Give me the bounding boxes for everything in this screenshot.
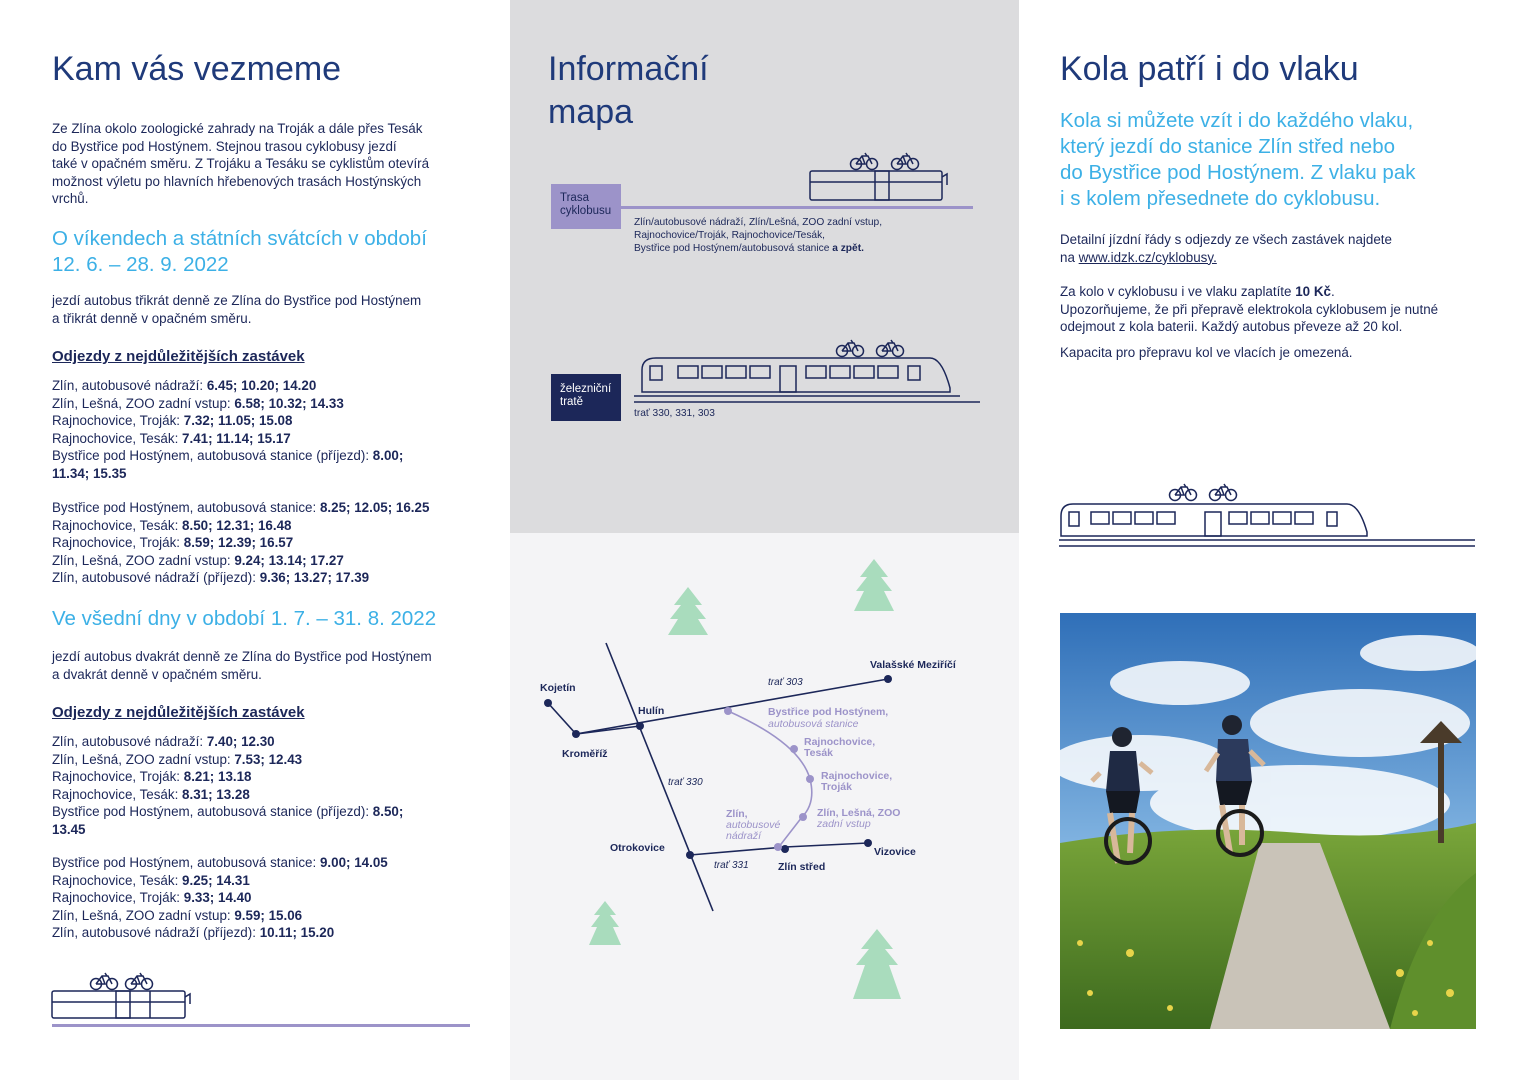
map-label-zoo-sub: zadní vstup (817, 818, 871, 830)
intro-line: do Bystřice pod Hostýnem. Stejnou trasou cyklobusy jezdí (52, 138, 397, 154)
stop-times: 6.58; 10.32; 14.33 (234, 395, 344, 411)
stop-times: 8.21; 13.18 (183, 769, 252, 784)
stop-times: 9.00; 14.05 (319, 855, 388, 870)
capacity-info: Kapacita pro přepravu kol ve vlacích je omezená. (1060, 345, 1353, 360)
stop-name: Zlín, autobusové nádraží (příjezd): (52, 925, 256, 940)
intro-line: také v opačném směru. Z Trojáku a Tesáku se cyklistům otevírá (52, 156, 430, 171)
bus-with-bikes-icon (50, 964, 480, 1034)
map-label-zoo: Zlín, Lešná, ZOO (817, 807, 901, 819)
departure-row (52, 751, 502, 769)
left-title: Kam vás vezmeme (52, 50, 342, 88)
stop-times: 8.25; 12.05; 16.25 (319, 500, 430, 515)
stop-times: 7.53; 12.43 (234, 751, 303, 767)
departure-row (52, 377, 502, 395)
bus-stop-dot (790, 745, 798, 753)
right-column (1019, 0, 1528, 1080)
stop-name: Bystřice pod Hostýnem, autobusová stanice: (52, 500, 317, 515)
route-line: Zlín/autobusové nádraží, Zlín/Lešná, ZOO zadní vstup, (634, 217, 883, 228)
right-lead (1060, 108, 1510, 212)
stop-name: Rajnochovice, Tesák: (52, 872, 179, 888)
map-label-trat303: trať 303 (768, 677, 803, 688)
weekday-group2 (52, 854, 502, 942)
cyclists-photo (1060, 613, 1476, 1029)
lead-line: i s kolem přesednete do cyklobusu. (1060, 187, 1381, 210)
departure-row (52, 499, 502, 517)
middle-title-line: Informační (548, 50, 709, 88)
intro-line: možnost výletu po hlavních hřebenových trasách Hostýnských (52, 173, 422, 189)
departure-row (52, 768, 502, 786)
timetable-line (1060, 249, 1510, 267)
stop-name: Rajnochovice, Troják: (52, 535, 181, 550)
weekday-departures-heading: Odjezdy z nejdůležitějších zastávek (52, 704, 305, 721)
map-label-otrokovice: Otrokovice (610, 842, 665, 854)
weekend-heading-line: O víkendech a státních svátcích v období (52, 227, 427, 250)
rail-line-kojetin (548, 703, 640, 734)
stop-name: Rajnochovice, Tesák: (52, 517, 179, 533)
departure-row (52, 872, 502, 890)
tree-icon (589, 901, 621, 945)
departure-row (52, 430, 502, 448)
lead-line: do Bystřice pod Hostýnem. Z vlaku pak (1060, 161, 1416, 184)
weekday-group1 (52, 733, 502, 838)
map-label-bystrice: Bystřice pod Hostýnem, (768, 706, 889, 718)
right-title: Kola patří i do vlaku (1060, 50, 1359, 88)
departure-row (52, 465, 502, 483)
route-line (634, 242, 924, 255)
stop-times: 8.31; 13.28 (182, 786, 250, 802)
departure-row (52, 552, 502, 570)
price-suffix: . (1330, 284, 1335, 299)
map-label-trojak: Rajnochovice, (821, 770, 893, 782)
map-label-zlin-stred: Zlín střed (778, 861, 826, 873)
tree-icon (853, 929, 901, 999)
weekend-departures-heading: Odjezdy z nejdůležitějších zastávek (52, 348, 305, 365)
departure-row (52, 821, 502, 839)
stop-name: Zlín, autobusové nádraží: (52, 378, 204, 393)
intro-line: Ze Zlína okolo zoologické zahrady na Troják a dále přes Tesák (52, 121, 423, 136)
stop-times: 9.36; 13.27; 17.39 (259, 570, 370, 585)
price-line (1060, 283, 1510, 301)
map-label-kojetin: Kojetín (540, 682, 576, 694)
map-label-valmez: Valašské Meziříčí (870, 659, 956, 671)
stop-times: 8.50; (372, 804, 404, 819)
stop-times: 9.25; 14.31 (182, 872, 250, 888)
bus-stop-dot (806, 775, 814, 783)
train-legend-icon (620, 336, 980, 408)
stop-times: 7.32; 11.05; 15.08 (183, 413, 293, 428)
map-label-tesak: Rajnochovice, (804, 736, 876, 748)
timetable-line: Detailní jízdní řády s odjezdy ze všech zastávek najdete (1060, 232, 1392, 247)
bus-stop-dot (724, 707, 732, 715)
ebike-line: odejmout z kola baterii. Každý autobus převeze až 20 kol. (1060, 319, 1403, 334)
stop-name: Rajnochovice, Troják: (52, 413, 181, 428)
timetable-info (1060, 231, 1510, 266)
information-map (510, 533, 1019, 1080)
stop-times: 9.24; 13.14; 17.27 (234, 552, 344, 568)
stop-name: Zlín, Lešná, ZOO zadní vstup: (52, 907, 231, 923)
weekend-group2 (52, 499, 502, 587)
station-dot (781, 845, 789, 853)
departure-row (52, 569, 502, 587)
stop-name: Zlín, Lešná, ZOO zadní vstup: (52, 395, 231, 411)
lead-line: který jezdí do stanice Zlín střed nebo (1060, 135, 1396, 158)
departure-row (52, 924, 502, 942)
route-line: Rajnochovice/Troják, Rajnochovice/Tesák, (634, 230, 826, 241)
bus-stop-dot (774, 843, 782, 851)
intro-text (52, 120, 492, 208)
weekday-text-line: jezdí autobus dvakrát denně ze Zlína do Bystřice pod Hostýnem (52, 649, 432, 664)
stop-name: Zlín, autobusové nádraží: (52, 734, 204, 749)
stop-times: 11.34; 15.35 (52, 465, 127, 481)
stop-name: Bystřice pod Hostýnem, autobusová stanice (příjezd): (52, 804, 370, 819)
stop-name: Zlín, Lešná, ZOO zadní vstup: (52, 751, 231, 767)
bus-legend-label: cyklobusu (560, 205, 612, 217)
departure-row (52, 412, 502, 430)
departure-row (52, 803, 502, 821)
departure-row (52, 447, 502, 465)
intro-line: vrchů. (52, 191, 89, 206)
weekend-group1 (52, 377, 502, 482)
stop-name: Rajnochovice, Troják: (52, 769, 181, 784)
map-label-kromeriz: Kroměříž (562, 748, 608, 760)
map-label-zlin-an-sub2: nádraží (726, 830, 762, 842)
departure-row (52, 733, 502, 751)
route-last-stop: Bystřice pod Hostýnem/autobusová stanice (634, 243, 830, 254)
middle-title (548, 48, 709, 134)
stop-times: 8.00; (372, 448, 404, 463)
weekday-text (52, 648, 502, 683)
train-legend-swatch (551, 374, 621, 421)
weekday-heading: Ve všední dny v období 1. 7. – 31. 8. 2022 (52, 607, 437, 630)
stop-times: 7.41; 11.14; 15.17 (182, 430, 291, 446)
tree-icon (854, 559, 894, 611)
bus-legend-label: Trasa (560, 192, 589, 204)
station-dot (636, 722, 644, 730)
stop-times: 10.11; 15.20 (259, 925, 335, 940)
departure-row (52, 395, 502, 413)
bus-route-description (634, 216, 924, 255)
price-value: 10 Kč (1295, 284, 1331, 299)
lead-line: Kola si můžete vzít i do každého vlaku, (1060, 109, 1414, 132)
weekend-heading (52, 226, 502, 278)
stop-times: 7.40; 12.30 (206, 734, 275, 749)
weekend-text-line: a třikrát denně v opačném směru. (52, 310, 252, 326)
map-label-hulin: Hulín (638, 705, 665, 717)
station-dot (864, 839, 872, 847)
stop-name: Rajnochovice, Troják: (52, 890, 181, 905)
stop-name: Zlín, autobusové nádraží (příjezd): (52, 570, 256, 585)
map-label-trat330: trať 330 (668, 777, 703, 788)
bus-legend-swatch (551, 184, 621, 229)
bus-legend-line (620, 206, 973, 209)
stop-name: Zlín, Lešná, ZOO zadní vstup: (52, 552, 231, 568)
middle-title-line: mapa (548, 93, 634, 131)
route-and-back: a zpět. (832, 243, 864, 254)
price-info (1060, 283, 1510, 336)
map-label-trat331: trať 331 (714, 860, 749, 871)
train-with-bikes-icon (1057, 480, 1477, 552)
station-dot (884, 675, 892, 683)
stop-times: 8.50; 12.31; 16.48 (182, 517, 292, 533)
map-label-zlin-an: Zlín, (726, 808, 748, 820)
map-label-trojak-sub: Troják (821, 781, 852, 793)
bus-route-line (52, 1024, 470, 1027)
weekday-text-line: a dvakrát denně v opačném směru. (52, 666, 262, 682)
stop-name: Rajnochovice, Tesák: (52, 786, 179, 802)
stop-name: Bystřice pod Hostýnem, autobusová stanice (příjezd): (52, 448, 370, 463)
stop-times: 13.45 (52, 821, 86, 837)
price-prefix: Za kolo v cyklobusu i ve vlaku zaplatíte (1060, 284, 1292, 299)
station-dot (544, 699, 552, 707)
train-legend-label: tratě (560, 396, 584, 408)
stop-times: 6.45; 10.20; 14.20 (206, 378, 317, 393)
stop-times: 9.59; 15.06 (234, 907, 303, 923)
bus-stop-dot (799, 813, 807, 821)
bus-legend-icon (620, 150, 980, 214)
weekend-text-line: jezdí autobus třikrát denně ze Zlína do Bystřice pod Hostýnem (52, 293, 422, 308)
map-label-bystrice-sub: autobusová stanice (768, 718, 859, 730)
station-dot (572, 730, 580, 738)
map-label-tesak-sub: Tesák (804, 747, 833, 759)
departure-row (52, 786, 502, 804)
stop-times: 9.33; 14.40 (183, 890, 252, 905)
weekend-heading-line: 12. 6. – 28. 9. 2022 (52, 253, 229, 276)
middle-column (510, 0, 1019, 1080)
ebike-line: Upozorňujeme, že při přepravě elektrokola cyklobusem je nutné (1060, 301, 1439, 317)
tree-icon (668, 587, 708, 635)
stop-name: Rajnochovice, Tesák: (52, 430, 179, 446)
station-dot (686, 851, 694, 859)
departure-row (52, 889, 502, 907)
left-column (0, 0, 510, 1080)
stop-name: Bystřice pod Hostýnem, autobusová stanice: (52, 855, 317, 870)
stop-times: 8.59; 12.39; 16.57 (183, 535, 294, 550)
timetable-link[interactable]: www.idzk.cz/cyklobusy. (1078, 249, 1217, 265)
timetable-prefix: na (1060, 249, 1075, 265)
departure-row (52, 517, 502, 535)
departure-row (52, 534, 502, 552)
map-label-zlin-an-sub: autobusové (726, 819, 781, 831)
train-legend-label: železniční (560, 383, 612, 395)
train-lines-text: trať 330, 331, 303 (634, 408, 715, 419)
weekend-text (52, 292, 502, 327)
departure-row (52, 907, 502, 925)
map-label-vizovice: Vizovice (874, 846, 916, 858)
departure-row (52, 854, 502, 872)
